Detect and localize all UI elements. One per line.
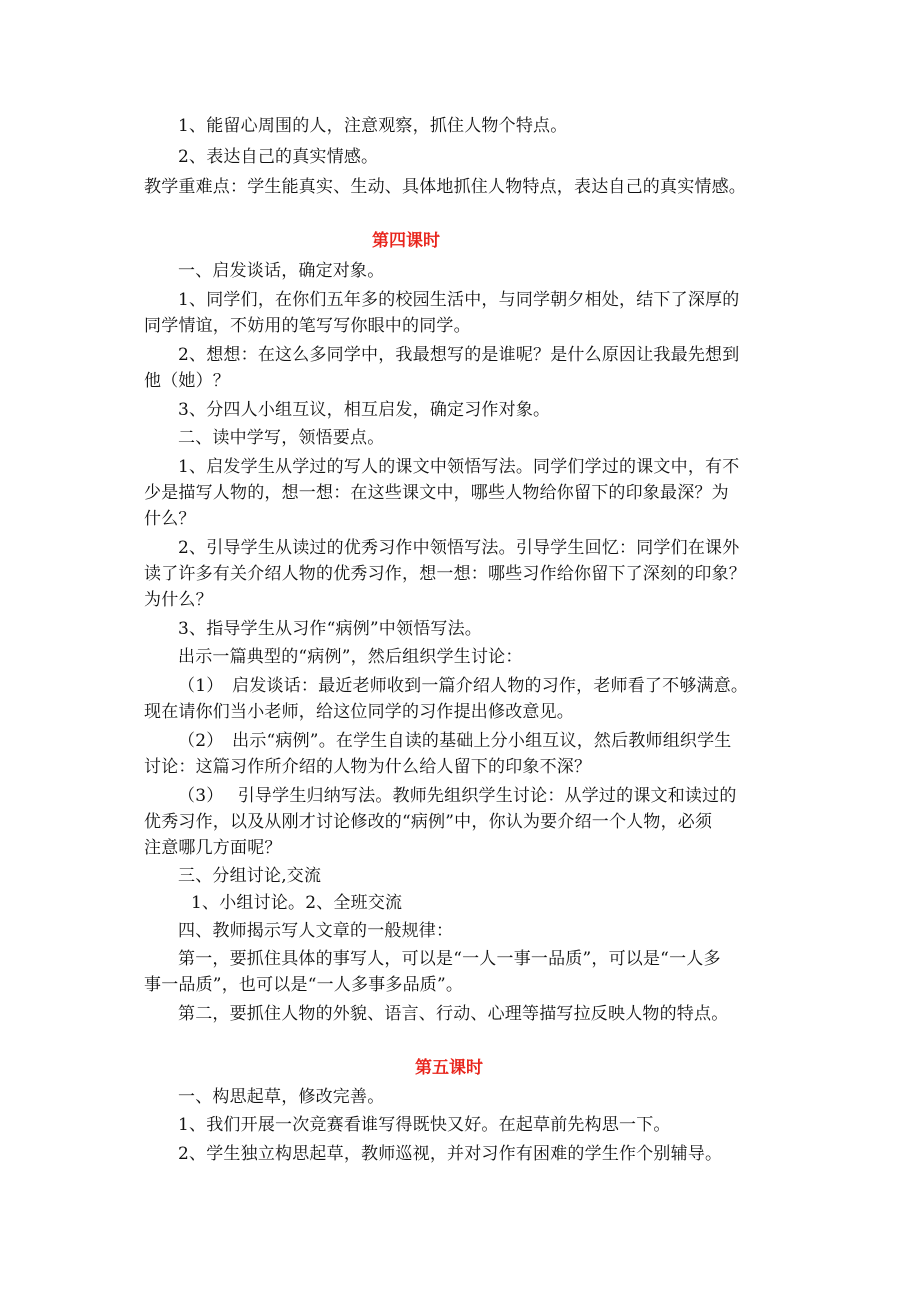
paragraph-line: 第一，要抓住具体的事写人，可以是“一人一事一品质”，可以是“一人多 bbox=[178, 949, 721, 969]
paragraph-line: 1、启发学生从学过的写人的课文中领悟写法。同学们学过的课文中，有不 bbox=[178, 457, 740, 477]
paragraph-line: 第二，要抓住人物的外貌、语言、行动、心理等描写拉反映人物的特点。 bbox=[178, 1004, 729, 1024]
paragraph-line: 3、指导学生从习作“病例”中领悟写法。 bbox=[178, 619, 482, 639]
section-4-title: 四、教师揭示写人文章的一般规律： bbox=[178, 921, 454, 941]
lesson-5-heading: 第五课时 bbox=[415, 1058, 483, 1078]
objective-2: 2、表达自己的真实情感。 bbox=[178, 147, 379, 167]
section-1-title: 一、启发谈话，确定对象。 bbox=[178, 261, 385, 281]
paragraph-line: 同学情谊，不妨用的笔写写你眼中的同学。 bbox=[144, 316, 471, 336]
paragraph-line: 优秀习作，以及从刚才讨论修改的“病例”中，你认为要介绍一个人物，必须 bbox=[144, 812, 713, 832]
paragraph-line: 2、学生独立构思起草，教师巡视，并对习作有困难的学生作个别辅导。 bbox=[178, 1144, 723, 1164]
paragraph-line: （2） 出示“病例”。在学生自读的基础上分小组互议，然后教师组织学生 bbox=[178, 731, 732, 751]
paragraph-line: 他（她）？ bbox=[144, 371, 230, 391]
paragraph-line: 1、我们开展一次竞赛看谁写得既快又好。在起草前先构思一下。 bbox=[178, 1115, 671, 1135]
paragraph-line: 读了许多有关介绍人物的优秀习作，想一想：哪些习作给你留下了深刻的印象？ bbox=[144, 564, 746, 584]
paragraph-line: 事一品质”，也可以是“一人多事多品质”。 bbox=[144, 975, 464, 995]
key-difficulty: 教学重难点：学生能真实、生动、具体地抓住人物特点，表达自己的真实情感。 bbox=[144, 177, 746, 197]
paragraph-line: 1、小组讨论。2、全班交流 bbox=[191, 893, 403, 913]
lesson-4-heading: 第四课时 bbox=[372, 231, 440, 251]
paragraph-line: 讨论：这篇习作所介绍的人物为什么给人留下的印象不深？ bbox=[144, 757, 592, 777]
paragraph-line: 2、引导学生从读过的优秀习作中领悟写法。引导学生回忆：同学们在课外 bbox=[178, 538, 740, 558]
paragraph-line: 3、分四人小组互议，相互启发，确定习作对象。 bbox=[178, 400, 551, 420]
paragraph-line: 为什么？ bbox=[144, 590, 213, 610]
paragraph-line: 1、同学们，在你们五年多的校园生活中，与同学朝夕相处，结下了深厚的 bbox=[178, 290, 740, 310]
section-2-title: 二、读中学写，领悟要点。 bbox=[178, 428, 385, 448]
paragraph-line: 2、想想：在这么多同学中，我最想写的是谁呢？是什么原因让我最先想到 bbox=[178, 345, 740, 365]
objective-1: 1、能留心周围的人，注意观察，抓住人物个特点。 bbox=[178, 116, 568, 136]
paragraph-line: （3） 引导学生归纳写法。教师先组织学生讨论：从学过的课文和读过的 bbox=[178, 786, 737, 806]
paragraph-line: 注意哪几方面呢？ bbox=[144, 838, 282, 858]
paragraph-line: 少是描写人物的，想一想：在这些课文中，哪些人物给你留下的印象最深？为 bbox=[144, 483, 729, 503]
paragraph-line: （1） 启发谈话：最近老师收到一篇介绍人物的习作，老师看了不够满意。 bbox=[178, 676, 749, 696]
paragraph-line: 现在请你们当小老师，给这位同学的习作提出修改意见。 bbox=[144, 702, 574, 722]
paragraph-line: 什么？ bbox=[144, 509, 196, 529]
paragraph-line: 出示一篇典型的“病例”，然后组织学生讨论： bbox=[178, 647, 523, 667]
section-1-title: 一、构思起草，修改完善。 bbox=[178, 1087, 385, 1107]
section-3-title: 三、分组讨论,交流 bbox=[178, 866, 322, 886]
